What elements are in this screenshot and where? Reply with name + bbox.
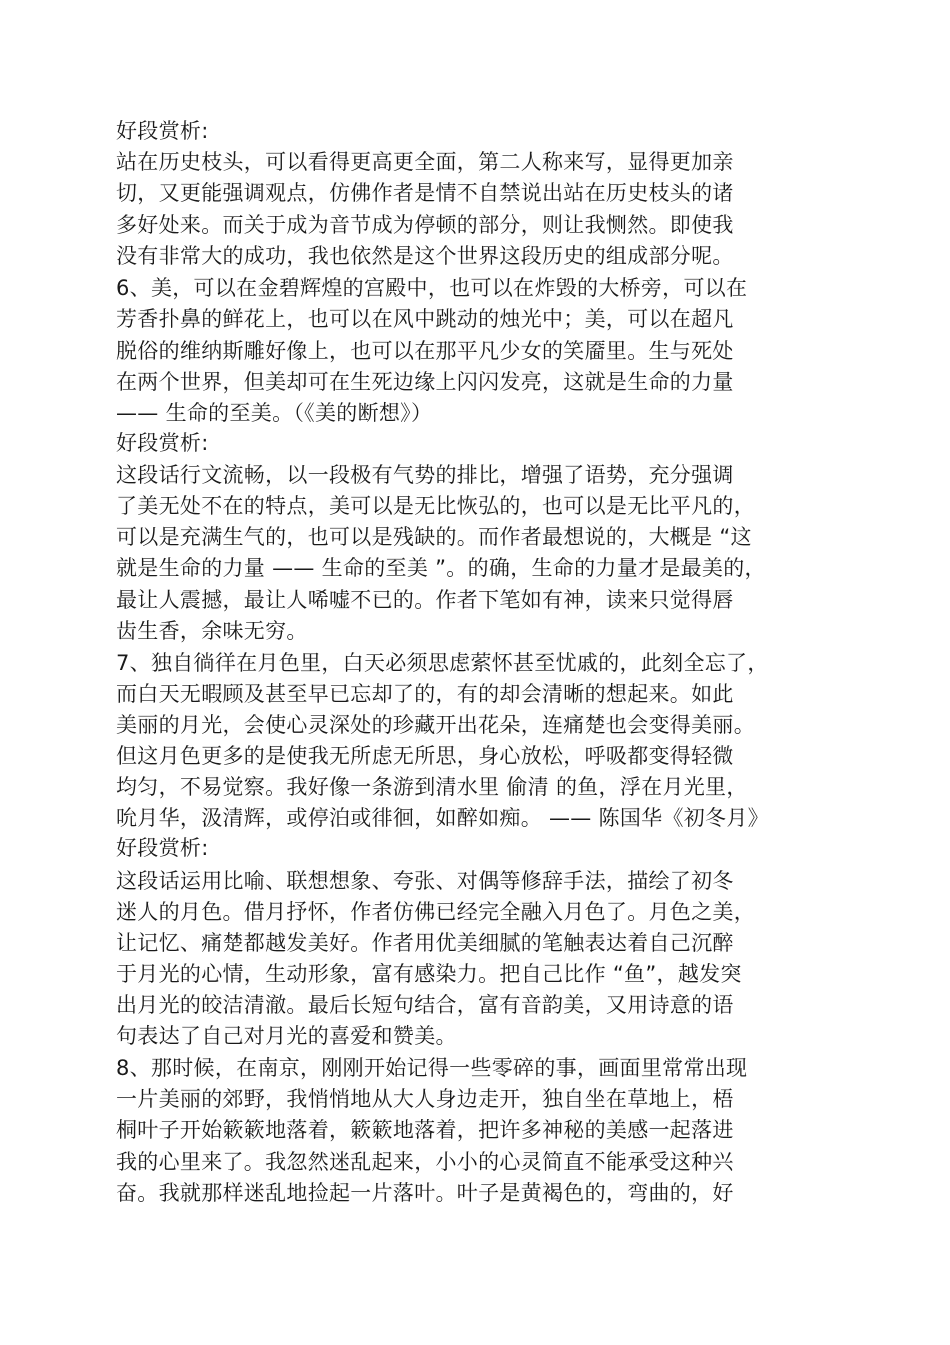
text-line: 可以是充满生气的，也可以是残缺的。而作者最想说的，大概是 “这 xyxy=(116,525,752,549)
text-line: 而白天无暇顾及甚至早已忘却了的，有的却会清晰的想起来。如此 xyxy=(116,682,734,706)
text-line: 了美无处不在的特点，美可以是无比恢弘的，也可以是无比平凡的， xyxy=(116,494,755,518)
text-line: 就是生命的力量 —— 生命的至美 ”。的确，生命的力量才是最美的， xyxy=(116,556,766,580)
text-line: 但这月色更多的是使我无所虑无所思，身心放松，呼吸都变得轻微 xyxy=(116,744,734,768)
text-line: 多好处来。而关于成为音节成为停顿的部分，则让我恻然。即使我 xyxy=(116,213,734,237)
text-line: 迷人的月色。借月抒怀，作者仿佛已经完全融入月色了。月色之美， xyxy=(116,900,755,924)
text-line: 好段赏析: xyxy=(116,119,209,143)
text-line: 于月光的心情，生动形象，富有感染力。把自己比作 “鱼”，越发突 xyxy=(116,962,742,986)
text-line: 我的心里来了。我忽然迷乱起来，小小的心灵简直不能承受这种兴 xyxy=(116,1150,734,1174)
text-line: 站在历史枝头，可以看得更高更全面，第二人称来写，显得更加亲 xyxy=(116,150,734,174)
text-line: 8、那时候，在南京，刚刚开始记得一些零碎的事，画面里常常出现 xyxy=(116,1056,748,1080)
text-line: 好段赏析: xyxy=(116,431,209,455)
text-line: 吮月华，汲清辉，或停泊或徘徊，如醉如痴。 —— 陈国华《初冬月》 xyxy=(116,806,769,830)
text-line: 美丽的月光，会使心灵深处的珍藏开出花朵，连痛楚也会变得美丽。 xyxy=(116,713,755,737)
text-line: 这段话运用比喻、联想想象、夸张、对偶等修辞手法，描绘了初冬 xyxy=(116,869,734,893)
text-line: 切，又更能强调观点，仿佛作者是情不自禁说出站在历史枝头的诸 xyxy=(116,181,734,205)
text-line: 让记忆、痛楚都越发美好。作者用优美细腻的笔触表达着自己沉醉 xyxy=(116,931,734,955)
text-line: 最让人震撼，最让人唏嘘不已的。作者下笔如有神，读来只觉得唇 xyxy=(116,588,734,612)
text-line: 7、独自徜徉在月色里，白天必须思虑萦怀甚至忧戚的，此刻全忘了， xyxy=(116,651,769,675)
text-line: 好段赏析: xyxy=(116,836,209,860)
text-line: 出月光的皎洁清澈。最后长短句结合，富有音韵美，又用诗意的语 xyxy=(116,993,734,1017)
text-line: 这段话行文流畅，以一段极有气势的排比，增强了语势，充分强调 xyxy=(116,463,734,487)
text-line: 芳香扑鼻的鲜花上，也可以在风中跳动的烛光中；美，可以在超凡 xyxy=(116,307,734,331)
text-line: 桐叶子开始簌簌地落着，簌簌地落着，把许多神秘的美感一起落进 xyxy=(116,1118,734,1142)
text-line: 齿生香，余味无穷。 xyxy=(116,619,308,643)
text-line: 奋。我就那样迷乱地捡起一片落叶。叶子是黄褐色的，弯曲的，好 xyxy=(116,1181,734,1205)
text-line: 没有非常大的成功，我也依然是这个世界这段历史的组成部分呢。 xyxy=(116,244,734,268)
text-line: 脱俗的维纳斯雕好像上，也可以在那平凡少女的笑靥里。生与死处 xyxy=(116,339,734,363)
text-line: —— 生命的至美。（《美的断想》） xyxy=(116,401,433,425)
text-line: 均匀，不易觉察。我好像一条游到清水里 偷清 的鱼，浮在月光里， xyxy=(116,775,748,799)
text-line: 在两个世界，但美却可在生死边缘上闪闪发亮，这就是生命的力量 xyxy=(116,370,734,394)
text-line: 6、美，可以在金碧辉煌的宫殿中，也可以在炸毁的大桥旁，可以在 xyxy=(116,276,748,300)
text-line: 句表达了自己对月光的喜爱和赞美。 xyxy=(116,1024,457,1048)
text-line: 一片美丽的郊野，我悄悄地从大人身边走开，独自坐在草地上，梧 xyxy=(116,1087,734,1111)
